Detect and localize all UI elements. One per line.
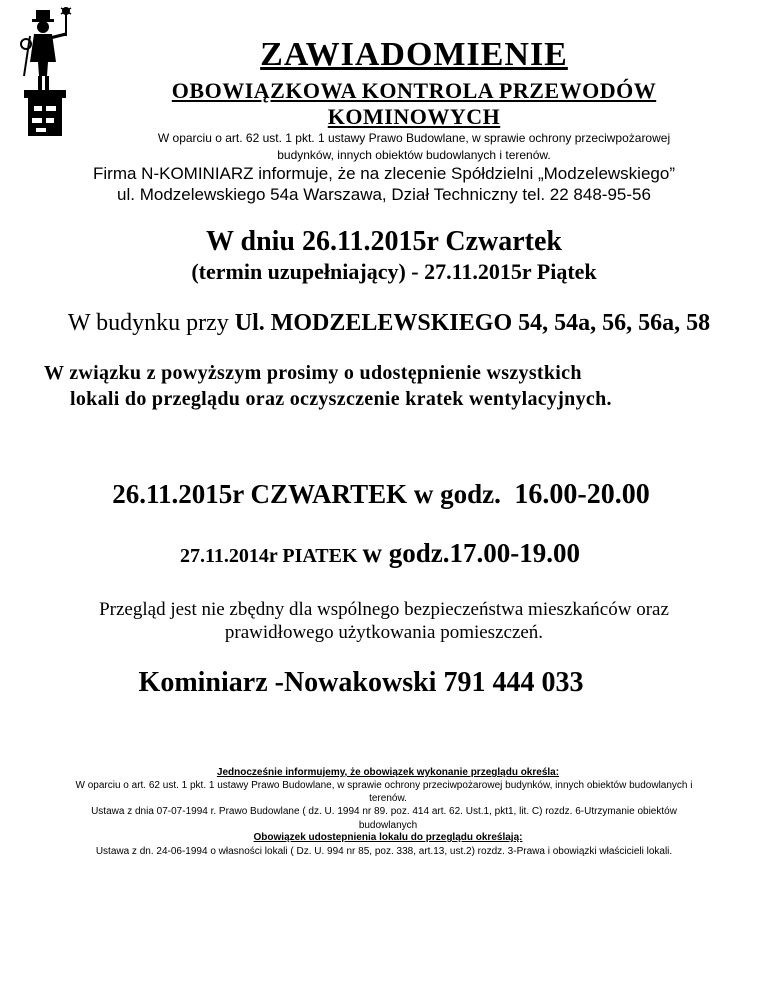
request-line-1: W związku z powyższym prosimy o udostępnienie wszystkich [44,362,582,384]
footer-heading-1: Jednocześnie informujemy, że obowiązek wykonanie przeglądu określa: [216,767,560,778]
footer-line-5: budowlanych [358,820,418,831]
footer-line-4: Ustawa z dnia 07-07-1994 r. Prawo Budowlane ( dz. U. 1994 nr 89. poz. 414 art. 62. Ust.1, pkt1, lit. C) rozdz. 6-Utrzymanie obiektów [91,806,677,817]
building-address [10,310,768,337]
slot-1-time: 16.00-20.00 [514,479,650,510]
slot-2-date: 27.11.2014r PIATEK [179,545,363,567]
note-line-2: prawidłowego użytkowania pomieszczeń. [224,622,544,643]
slot-2-time: w godz.17.00-19.00 [362,538,581,568]
slot-1-date: 26.11.2015r CZWARTEK w godz. [112,479,501,509]
note-line-1: Przegląd jest nie zbędny dla wspólnego bezpieczeństwa mieszkańców oraz [99,599,669,620]
contact-info: Kominiarz -Nowakowski 791 444 033 [138,667,584,698]
alternate-date: (termin uzupełniający) - 27.11.2015r Piątek [191,259,597,284]
time-slot-1 [0,479,768,511]
footer-heading-2: Obowiązek udostepnienia lokalu do przeglądu określają: [253,832,523,843]
footer-line-3: terenów. [369,793,407,804]
footer-line-2: W oparciu o art. 62 ust. 1 pkt. 1 ustawy Prawo Budowlane, w sprawie ochrony przeciwpożarowej budynków, innych obiektów budowlanych i [75,780,693,791]
legal-basis-line-1: W oparciu o art. 62 ust. 1 pkt. 1 ustawy Prawo Budowlane, w sprawie ochrony przeciwpożarowej [157,131,671,145]
page-title: ZAWIADOMIENIE [260,36,568,73]
footer-line-7: Ustawa z dn. 24-06-1994 o własności lokali ( Dz. U. 994 nr 85, poz. 338, art.13, ust.2) rozdz. 3-Prawa i obowiązki właścicieli lokali. [95,846,673,857]
request-line-2: lokali do przeglądu oraz oczyszczenie kratek wentylacyjnych. [70,388,612,410]
main-date: W dniu 26.11.2015r Czwartek [206,226,562,257]
building-street: Ul. MODZELEWSKIEGO 54, 54a, 56, 56a, 58 [234,310,711,336]
legal-basis-line-2: budynków, innych obiektów budowlanych i terenów. [277,148,551,162]
firm-info-line-1: Firma N-KOMINIARZ informuje, że na zlecenie Spółdzielni „Modzelewskiego” [93,164,675,183]
firm-info-line-2: ul. Modzelewskiego 54a Warszawa, Dział Techniczny tel. 22 848-95-56 [117,185,651,204]
building-prefix: W budynku przy [67,310,235,336]
subtitle-line-2: KOMINOWYCH [327,104,501,129]
time-slot-2 [0,538,768,569]
subtitle-line-1: OBOWIĄZKOWA KONTROLA PRZEWODÓW [171,78,657,103]
